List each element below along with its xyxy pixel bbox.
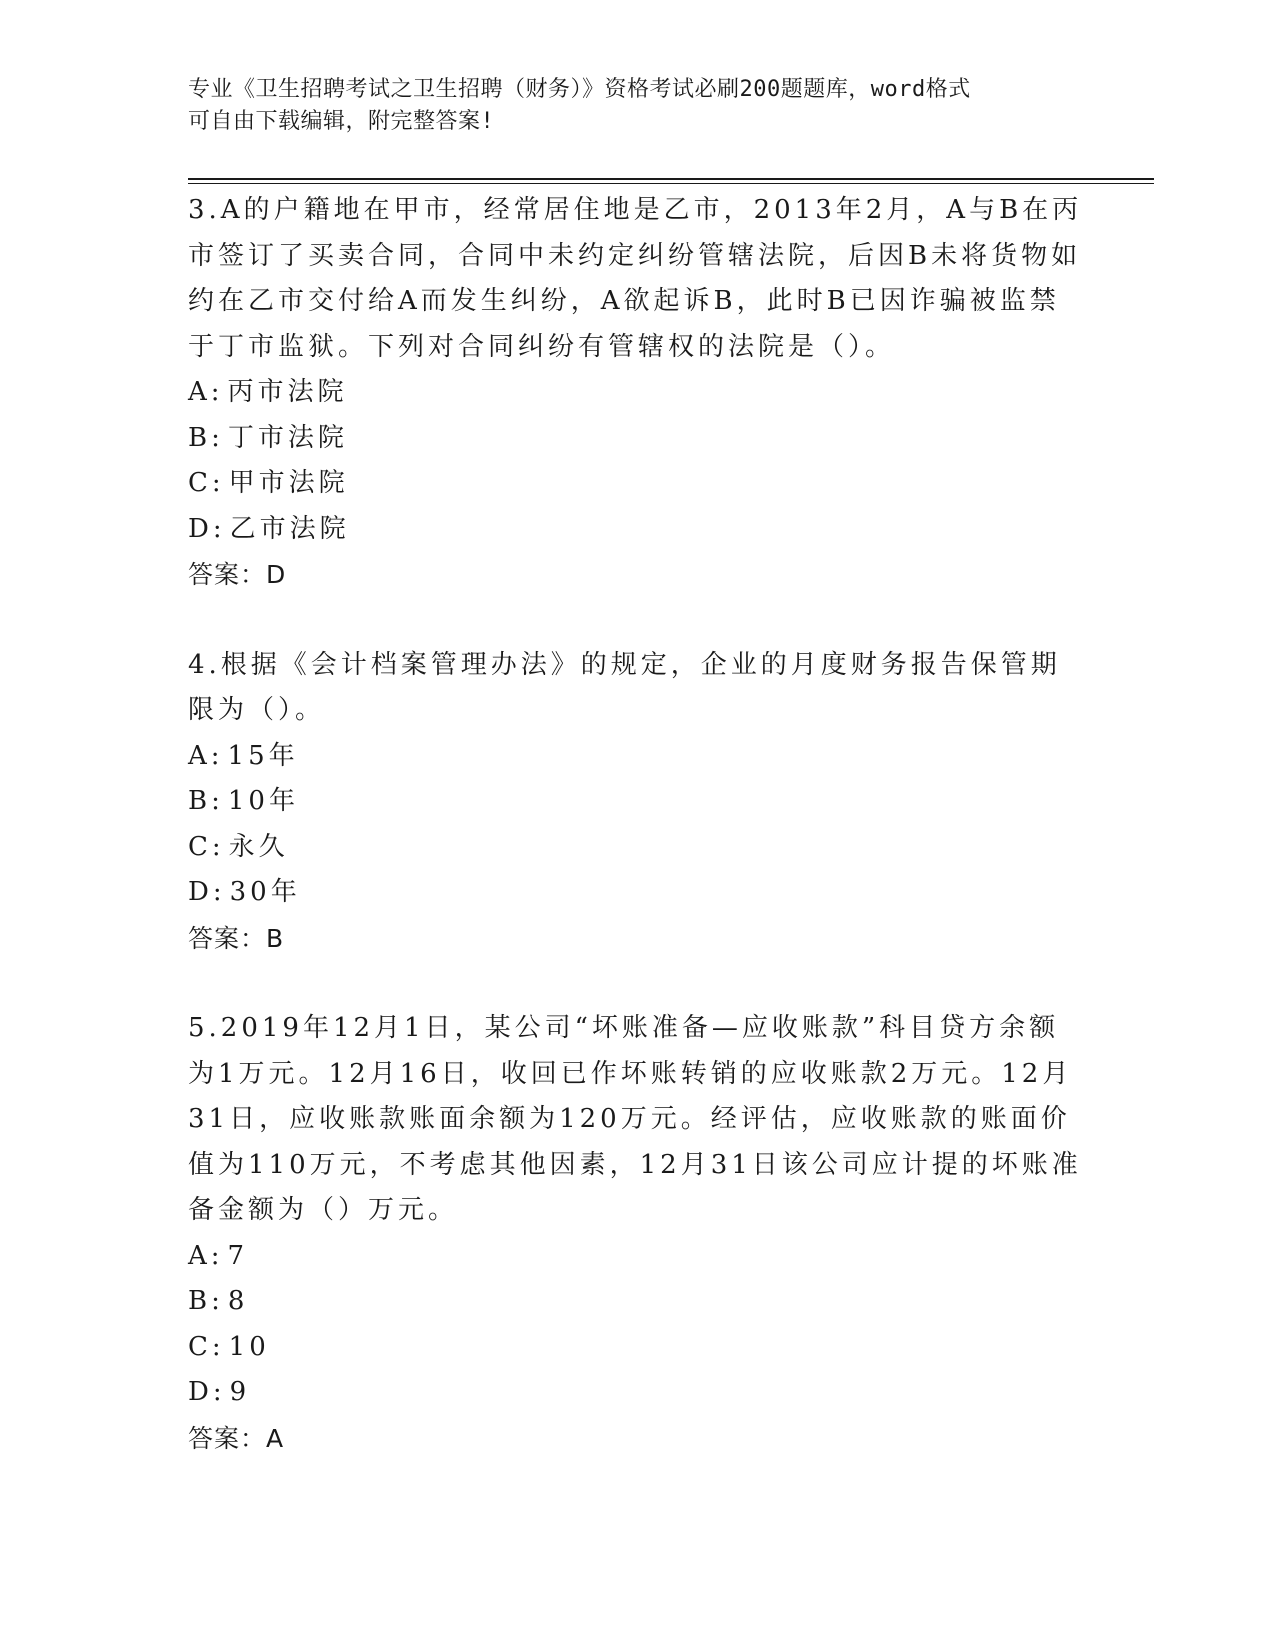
question-spacer (188, 961, 1088, 1006)
header-line-1: 专业《卫生招聘考试之卫生招聘（财务）》资格考试必刷200题题库，word格式 (188, 77, 971, 102)
question-3 (188, 188, 1088, 598)
option-key: C: (188, 1331, 225, 1362)
answer: 答案：B (188, 923, 285, 953)
option-key: B: (188, 422, 224, 453)
option-d (188, 870, 1088, 916)
document-header (188, 74, 1088, 138)
option-text: 7 (227, 1240, 249, 1271)
question-spacer (188, 598, 1088, 643)
option-b (188, 779, 1088, 825)
option-key: C: (188, 831, 225, 862)
header-rule-thick (188, 178, 1154, 180)
answer: 答案：D (188, 560, 287, 589)
option-text: 10年 (227, 786, 299, 816)
option-text: 丁市法院 (227, 422, 348, 453)
option-a (188, 734, 1088, 780)
option-text: 甲市法院 (228, 468, 349, 498)
header-rule-thin (188, 183, 1154, 184)
header-line-2: 可自由下载编辑，附完整答案! (188, 109, 495, 134)
option-b (188, 416, 1088, 462)
option-text: 15年 (227, 740, 299, 771)
answer: 答案：A (188, 1423, 285, 1453)
option-key: A: (188, 740, 224, 771)
option-d (188, 507, 1088, 553)
option-key: B: (188, 1286, 224, 1316)
option-a (188, 370, 1088, 416)
option-key: D: (188, 1377, 226, 1407)
option-b (188, 1279, 1088, 1325)
option-key: B: (188, 786, 224, 816)
option-c (188, 825, 1088, 871)
option-text: 8 (227, 1286, 249, 1316)
option-key: D: (188, 513, 226, 544)
option-text: 9 (229, 1377, 251, 1407)
option-a (188, 1234, 1088, 1280)
option-text: 10 (228, 1331, 270, 1362)
option-key: A: (188, 377, 224, 407)
question-5 (188, 1006, 1088, 1461)
option-key: A: (188, 1240, 224, 1271)
option-key: C: (188, 468, 225, 498)
option-text: 30年 (229, 877, 301, 907)
option-text: 永久 (228, 831, 289, 862)
question-stem: 5.2019年12月1日，某公司“坏账准备—应收账款”科目贷方余额为1万元。12月16日，收回已作坏账转销的应收账款2万元。12月31日，应收账款账面余额为120万元。经评估，应收账款的账面价值为110万元，不考虑其他因素，12月31日该公司应计提的坏账准备金额为（）万元。 (188, 1013, 1082, 1225)
option-text: 乙市法院 (229, 513, 350, 544)
option-d (188, 1370, 1088, 1416)
option-text: 丙市法院 (227, 377, 348, 407)
option-key: D: (188, 877, 226, 907)
question-4 (188, 643, 1088, 962)
question-stem: 3.A的户籍地在甲市，经常居住地是乙市，2013年2月，A与B在丙市签订了买卖合同，合同中未约定纠纷管辖法院，后因B未将货物如约在乙市交付给A而发生纠纷，A欲起诉B，此时B已因诈骗被监禁于丁市监狱。下列对合同纠纷有管辖权的法院是（）。 (188, 195, 1083, 362)
option-c (188, 461, 1088, 507)
option-c (188, 1325, 1088, 1371)
question-list (188, 188, 1088, 1461)
question-stem: 4.根据《会计档案管理办法》的规定，企业的月度财务报告保管期限为（）。 (188, 649, 1061, 725)
